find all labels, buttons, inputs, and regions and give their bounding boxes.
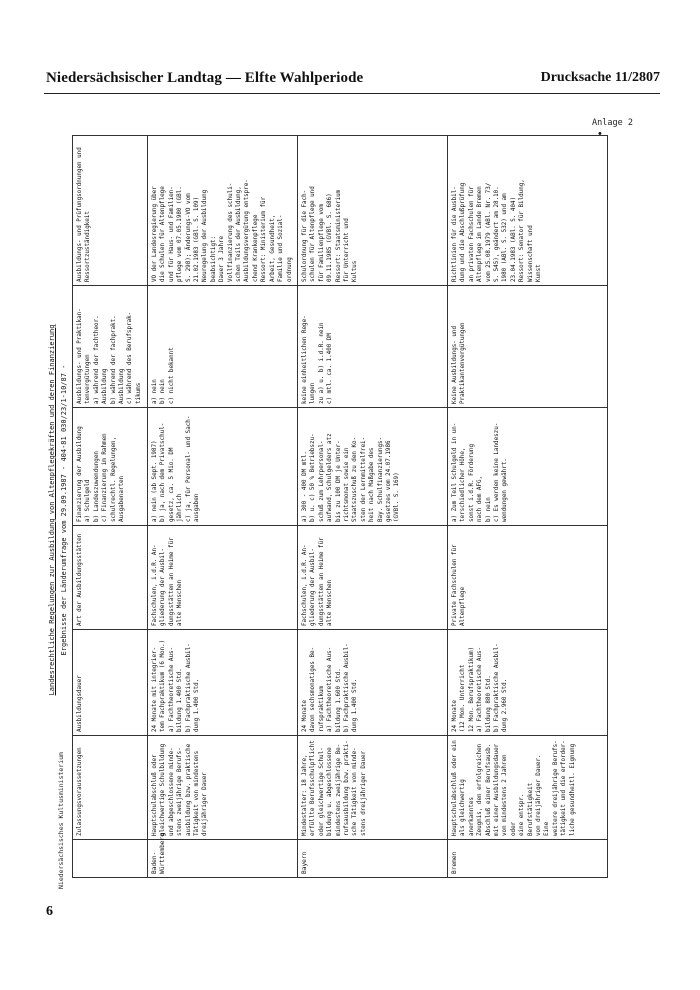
col-header-zulassung: Zulassungsvoraussetzungen — [73, 736, 148, 840]
side-label: Niedersächsisches Kultusministerium — [57, 752, 65, 889]
cell-art: Private Fachschulen für Altenpflege — [447, 526, 607, 630]
cell-ordnung: Schulordnung für die Fach- schulen für Altenpflege und für Familienpflege vom 09.11.1985 (GVBl. S. 686) Ressort: Staatsministerium für Unterricht und Kultus — [297, 136, 447, 286]
table-header-row — [73, 136, 148, 878]
cell-verguetung: a) nein b) nein c) nicht bekannt — [148, 286, 298, 408]
cell-zulassung: Hauptschulabschluß oder ein als gleichwertig anerkanntes Zeugnis, den erfolgreichen Abschluß einer Berufsausb. mit einer Ausbildungsdauer von mindestens 2 Jahren oder eine entspr. Berufstätigkeit von dreijähriger Dauer. Eine weitere dreijährige Berufs- tätigkeit und die erforder- liche gesundheitl. Eignung — [447, 736, 607, 840]
cell-art: Fachschulen, i.d.R. An- gliederung der Ausbil- dungsstätten an Heime für alte Menschen — [148, 526, 298, 630]
cell-verguetung: keine einheitlichen Rege- lungen zu a) u. b) i.d.R. nein c) mtl. ca. 1.400 DM — [297, 286, 447, 408]
cell-zulassung: Hauptschulabschluß oder gleichwertige Schulbildung und abgeschlossene minde- stens zweijährige Berufs- ausbildung bzw. praktische Tätigkeit von mindestens dreijähriger Dauer — [148, 736, 298, 840]
col-header-verguetung: Ausbildungs- und Praktikan- tenvergütungen a) während der fachtheor. Ausbildung b) während der fachprakt. Ausbildung c) während des Berufsprak- tikums — [73, 286, 148, 408]
header-rule — [44, 93, 660, 94]
table-row-baden-wuerttemberg — [148, 136, 298, 878]
col-header-art: Art der Ausbildungsstätten — [73, 526, 148, 630]
cell-dauer: 24 Monate mit integrier- tem Fachpraktikum (6 Mon.) a) Fachtheoretische Aus- bildung 1.400 Std. b) Fachpraktische Ausbil- dung 1.400 Std. — [148, 630, 298, 736]
cell-dauer: 24 Monate (12 Mon. Unterricht 12 Mon. Berufspraktikum) a) Fachtheoretische Aus- bildung 880 Std. b) Fachpraktische Ausbil- dung 2.960 Std. — [447, 630, 607, 736]
table-row-bremen — [447, 136, 607, 878]
cell-land: Bayern — [297, 840, 447, 878]
cell-ordnung: VO der Landesregierung über die Schulen für Altenpflege und für Haus- und Familien- pflege vom 07.05.1980 (GBl. S. 298); Änderungs-VO vom 21.02.1983 (GBl. S. 109) Neuregelung der Ausbildung beabsichtigt: Dauer 3 Jahre Vollfinanzierung des schuli- schen Teils der Ausbildung, Ausbildungsvergütung entspre- chend Krankenpflege Ressort: Ministerium für Arbeit, Gesundheit, Familie und Sozial- ordnung — [148, 136, 298, 286]
annex-label: Anlage 2 — [592, 118, 633, 128]
col-header-ordnung: Ausbildungs- und Prüfungsordnungen und Ressortzuständigkeit — [73, 136, 148, 286]
regulations-table — [72, 135, 608, 878]
cell-finanzierung: a) 300 - 400 DM mtl. b) u. c) 50 % Betriebszu- schuß zum Lehrpersonal- aufwand, Schulgelders atz bis zu 100 DM je Unter- richtsmonat sowie ein Staatszuschuß zu den Ko- sten der Lernmittelfrei- heit nach Maßgabe des Bay. Schulfinanzierungs- gesetzes vom 24.07.1986 (GVBl. S. 169) — [297, 408, 447, 526]
table-title: Landesrechtliche Regelungen zur Ausbildung von Altenpflegekräften und deren Finanzierung — [48, 324, 56, 696]
cell-land: Bremen — [447, 840, 607, 878]
cell-ordnung: Richtlinien für die Ausbil- dung und die Abschlußprüfung an privaten Fachschulen für Altenpflege im Lande Bremen vom 25.08.1979 (ABl. Nr. 73/ S. 545), geändert am 28.10. 1980 (ABl. S. 532) und am 23.04.1983 (ABl. S. 404) Ressort: Senator für Bildung, Wissenschaft und Kunst — [447, 136, 607, 286]
rotated-table-wrapper — [42, 136, 622, 884]
col-header-land — [73, 840, 148, 878]
rotated-table-page — [42, 136, 622, 884]
col-header-dauer: Ausbildungsdauer — [73, 630, 148, 736]
cell-verguetung: Keine Ausbildungs- und Praktikantenvergütungen — [447, 286, 607, 408]
document-number: Drucksache 11/2807 — [540, 70, 660, 85]
cell-finanzierung: a) Zum Teil Schulgeld in un- terschiedlicher Höhe, sonst i.d.R. Förderung nach dem AFG, b) nein c) Es werden keine Landeszu- wendungen gewährt. — [447, 408, 607, 526]
cell-dauer: 24 Monate davon sechsmonatiges Be- rufspraktikum a) Fachtheoretische Aus- bildung 1.600 Std. b) Fachpraktische Ausbil- dung 1.400 Std. — [297, 630, 447, 736]
cell-land: Baden- Württemberg — [148, 840, 298, 878]
bullet-mark: • — [598, 128, 602, 140]
cell-art: Fachschulen, i.d.R. An- gliederung der Ausbil- dungsstätten an Heime für alte Menschen — [297, 526, 447, 630]
table-row-bayern — [297, 136, 447, 878]
cell-finanzierung: a) nein (ab Sept. 1987) b) ja, nach dem Privatschul- gesetz, ca. 5 Mio. DM jährlich c) ja, für Personal- und Sach- ausgaben — [148, 408, 298, 526]
page-number: 6 — [46, 904, 53, 919]
header-title: Niedersächsischer Landtag — Elfte Wahlperiode — [46, 70, 364, 86]
col-header-finanzierung: Finanzierung der Ausbildung a) Schulgeld b) Landeszuwendungen c) Finanzierung im Rahmen schulrechtl. Regelungen, Ausgabenarten — [73, 408, 148, 526]
cell-zulassung: Mindestalter: 18 Jahre, erfüllte Berufsschulpflicht oder gleichwertige Schul- bildung u. abgeschlossene mindestens zweijährige Be- rufsausbildung bzw. prakti- sche Tätigkeit von minde- stens dreijähriger Dauer — [297, 736, 447, 840]
table-subtitle: Ergebnisse der Länderumfrage vom 29.09.1987 - 404-81 030/23/1-10/87 - — [60, 364, 68, 656]
